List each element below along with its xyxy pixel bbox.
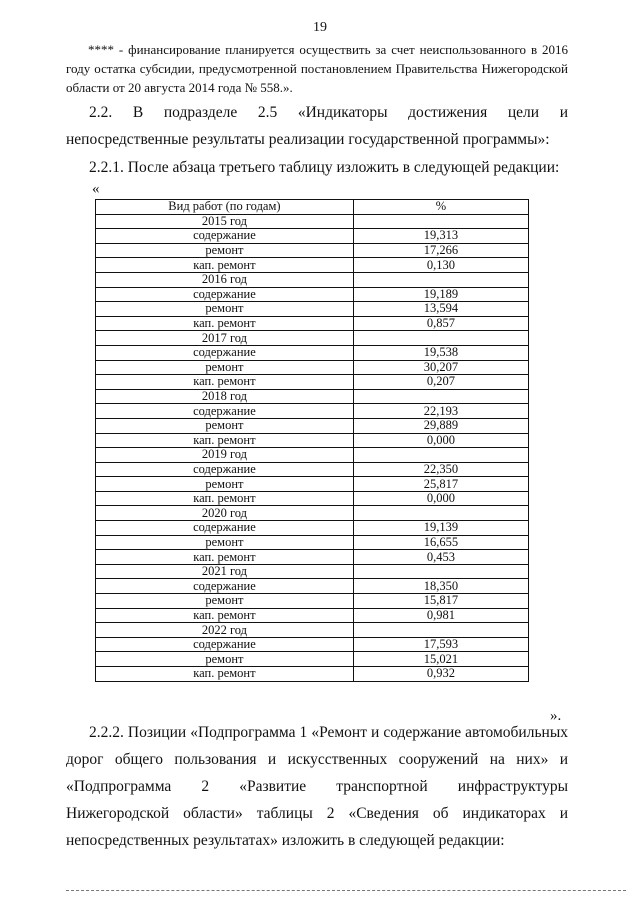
table-row bbox=[96, 229, 529, 244]
percent-cell: 16,655 bbox=[353, 535, 528, 550]
table-row bbox=[96, 535, 529, 550]
work-type-cell: кап. ремонт bbox=[96, 550, 354, 565]
work-type-cell: ремонт bbox=[96, 360, 354, 375]
work-type-cell: ремонт bbox=[96, 477, 354, 492]
table-row bbox=[96, 491, 529, 506]
table-row bbox=[96, 594, 529, 609]
work-type-cell: содержание bbox=[96, 462, 354, 477]
work-type-cell: содержание bbox=[96, 404, 354, 419]
year-value-empty bbox=[353, 448, 528, 463]
table-row bbox=[96, 550, 529, 565]
work-type-cell: кап. ремонт bbox=[96, 433, 354, 448]
percent-cell: 0,932 bbox=[353, 667, 528, 682]
percent-cell: 0,453 bbox=[353, 550, 528, 565]
table-row bbox=[96, 360, 529, 375]
year-row bbox=[96, 564, 529, 579]
year-value-empty bbox=[353, 331, 528, 346]
page-number: 19 bbox=[313, 20, 327, 35]
year-row bbox=[96, 623, 529, 638]
year-value-empty bbox=[353, 506, 528, 521]
year-label: 2021 год bbox=[96, 564, 354, 579]
percent-cell: 17,266 bbox=[353, 243, 528, 258]
closing-quote: ». bbox=[550, 708, 562, 724]
percent-cell: 19,313 bbox=[353, 229, 528, 244]
table-row bbox=[96, 462, 529, 477]
table-row bbox=[96, 579, 529, 594]
year-row bbox=[96, 331, 529, 346]
work-type-cell: кап. ремонт bbox=[96, 667, 354, 682]
table-body bbox=[96, 214, 529, 681]
percent-cell: 29,889 bbox=[353, 418, 528, 433]
percent-cell: 30,207 bbox=[353, 360, 528, 375]
table-row bbox=[96, 375, 529, 390]
year-value-empty bbox=[353, 564, 528, 579]
percent-cell: 22,350 bbox=[353, 462, 528, 477]
percent-cell: 0,981 bbox=[353, 608, 528, 623]
table-row bbox=[96, 433, 529, 448]
year-row bbox=[96, 506, 529, 521]
header-work-type: Вид работ (по годам) bbox=[96, 200, 354, 215]
table-row bbox=[96, 258, 529, 273]
percent-cell: 0,207 bbox=[353, 375, 528, 390]
percent-cell: 15,021 bbox=[353, 652, 528, 667]
year-row bbox=[96, 272, 529, 287]
table-row bbox=[96, 652, 529, 667]
footnote: **** - финансирование планируется осуществить за счет неиспользованного в 2016 году остатка субсидии, предусмотренной постановлением Правительства Нижегородской области от 20 августа 2014 года № 558.». bbox=[66, 42, 568, 95]
percent-cell: 25,817 bbox=[353, 477, 528, 492]
indicators-table bbox=[95, 199, 529, 682]
percent-cell: 18,350 bbox=[353, 579, 528, 594]
year-value-empty bbox=[353, 272, 528, 287]
work-type-cell: ремонт bbox=[96, 418, 354, 433]
percent-cell: 0,857 bbox=[353, 316, 528, 331]
work-type-cell: содержание bbox=[96, 521, 354, 536]
table-row bbox=[96, 637, 529, 652]
year-label: 2018 год bbox=[96, 389, 354, 404]
table-row bbox=[96, 477, 529, 492]
paragraph-2-2: 2.2. В подразделе 2.5 «Индикаторы достижения цели и непосредственные результаты реализации государственной программы»: bbox=[66, 104, 568, 148]
table-row bbox=[96, 345, 529, 360]
work-type-cell: ремонт bbox=[96, 302, 354, 317]
work-type-cell: кап. ремонт bbox=[96, 258, 354, 273]
percent-cell: 13,594 bbox=[353, 302, 528, 317]
table-row bbox=[96, 521, 529, 536]
table-row bbox=[96, 316, 529, 331]
table-row bbox=[96, 302, 529, 317]
table-row bbox=[96, 418, 529, 433]
table-row bbox=[96, 287, 529, 302]
work-type-cell: содержание bbox=[96, 637, 354, 652]
work-type-cell: содержание bbox=[96, 579, 354, 594]
page-bottom-rule bbox=[66, 890, 626, 891]
year-value-empty bbox=[353, 623, 528, 638]
table-row bbox=[96, 243, 529, 258]
paragraph-2-2-1: 2.2.1. После абзаца третьего таблицу изложить в следующей редакции: bbox=[89, 159, 560, 176]
work-type-cell: ремонт bbox=[96, 243, 354, 258]
percent-cell: 19,538 bbox=[353, 345, 528, 360]
work-type-cell: содержание bbox=[96, 287, 354, 302]
work-type-cell: ремонт bbox=[96, 652, 354, 667]
work-type-cell: ремонт bbox=[96, 594, 354, 609]
work-type-cell: кап. ремонт bbox=[96, 316, 354, 331]
percent-cell: 19,189 bbox=[353, 287, 528, 302]
work-type-cell: кап. ремонт bbox=[96, 491, 354, 506]
opening-quote: « bbox=[92, 181, 100, 197]
table-header-row bbox=[96, 200, 529, 215]
header-percent: % bbox=[353, 200, 528, 215]
work-type-cell: содержание bbox=[96, 229, 354, 244]
year-label: 2015 год bbox=[96, 214, 354, 229]
year-label: 2019 год bbox=[96, 448, 354, 463]
percent-cell: 0,000 bbox=[353, 433, 528, 448]
year-row bbox=[96, 389, 529, 404]
percent-cell: 0,000 bbox=[353, 491, 528, 506]
year-label: 2022 год bbox=[96, 623, 354, 638]
percent-cell: 22,193 bbox=[353, 404, 528, 419]
year-row bbox=[96, 214, 529, 229]
paragraph-2-2-2: 2.2.2. Позиции «Подпрограмма 1 «Ремонт и содержание автомобильных дорог общего пользования и искусственных сооружений на них» и «Подпрограмма 2 «Развитие транспортной инфраструктуры Нижегородской области» таблицы 2 «Сведения об индикаторах и непосредственных результатах» изложить в следующей редакции: bbox=[66, 724, 568, 849]
percent-cell: 0,130 bbox=[353, 258, 528, 273]
work-type-cell: кап. ремонт bbox=[96, 375, 354, 390]
year-label: 2020 год bbox=[96, 506, 354, 521]
work-type-cell: содержание bbox=[96, 345, 354, 360]
work-type-cell: ремонт bbox=[96, 535, 354, 550]
table-row bbox=[96, 404, 529, 419]
table-row bbox=[96, 608, 529, 623]
percent-cell: 17,593 bbox=[353, 637, 528, 652]
year-label: 2017 год bbox=[96, 331, 354, 346]
year-label: 2016 год bbox=[96, 272, 354, 287]
percent-cell: 19,139 bbox=[353, 521, 528, 536]
year-value-empty bbox=[353, 389, 528, 404]
year-value-empty bbox=[353, 214, 528, 229]
percent-cell: 15,817 bbox=[353, 594, 528, 609]
table-row bbox=[96, 667, 529, 682]
year-row bbox=[96, 448, 529, 463]
work-type-cell: кап. ремонт bbox=[96, 608, 354, 623]
